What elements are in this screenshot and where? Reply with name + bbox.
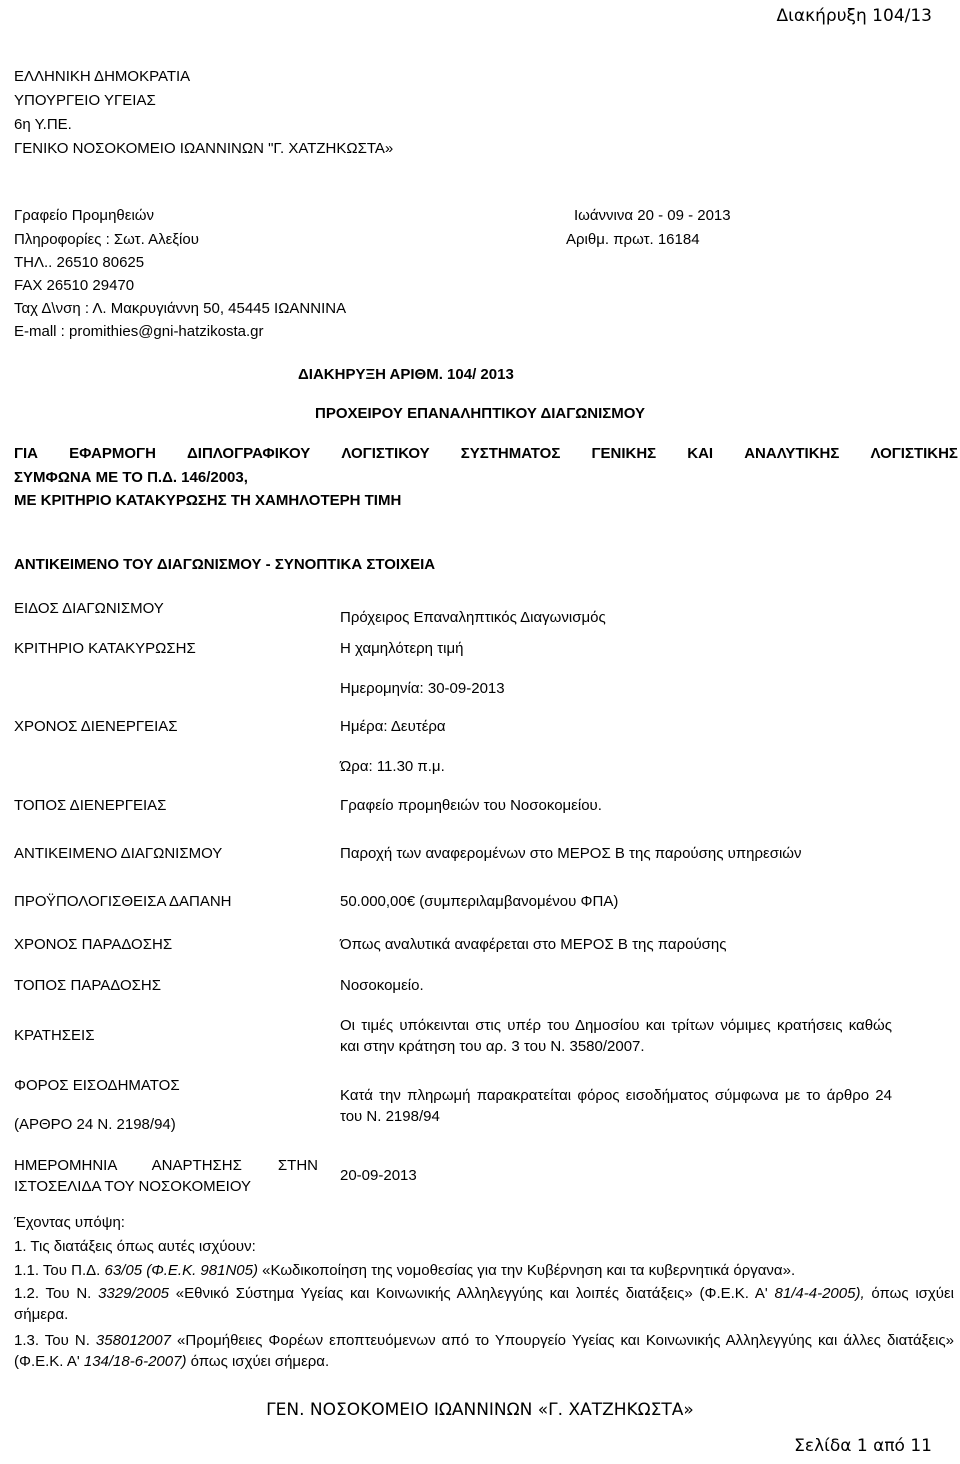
notes-item-1-2: 1.2. Του Ν. 3329/2005 «Εθνικό Σύστημα Υγείας και Κοινωνικής Αλληλεγγύης και λοιπές διατάξεις» (Φ.Ε.Κ. Α' 81/4-4-2005), όπως ισχύει σήμερα.	[14, 1285, 955, 1323]
income-tax-article: (ΑΡΘΡΟ 24 Ν. 2198/94)	[14, 1116, 176, 1133]
conduct-date: Ημερομηνία: 30-09-2013	[340, 680, 505, 697]
income-tax-value: Κατά την πληρωμή παρακρατείται φόρος εισοδήματος σύμφωνα με το άρθρο 24 του Ν. 2198/94	[340, 1087, 892, 1125]
tender-type-value: Πρόχειρος Επαναληπτικός Διαγωνισμός	[340, 609, 606, 626]
footer-page-number: Σελίδα 1 από 11	[794, 1436, 932, 1456]
delivery-time-label: ΧΡΟΝΟΣ ΠΑΡΑΔΟΣΗΣ	[14, 936, 173, 953]
posting-date-label: ΗΜΕΡΟΜΗΝΙΑ ΑΝΑΡΤΗΣΗΣ ΣΤΗΝ ΙΣΤΟΣΕΛΙΔΑ ΤΟΥ ΝΟΣΟΚΟΜΕΙΟΥ	[14, 1157, 318, 1195]
conduct-hour: Ώρα: 11.30 π.μ.	[340, 758, 445, 775]
authority-line-4: ΓΕΝΙΚΟ ΝΟΣΟΚΟΜΕΙΟ ΙΩΑΝΝΙΝΩΝ "Γ. ΧΑΤΖΗΚΩΣΤΑ»	[14, 140, 394, 157]
purpose-word: ΚΑΙ	[687, 445, 714, 462]
purpose-word: ΓΕΝΙΚΗΣ	[591, 445, 657, 462]
purpose-word: ΛΟΓΙΣΤΙΚΗΣ	[870, 445, 958, 462]
notes-item-1-1: 1.1. Του Π.Δ. 63/05 (Φ.Ε.Κ. 981Ν05) «Κωδικοποίηση της νομοθεσίας για την Κυβέρνηση και τα κυβερνητικά όργανα».	[14, 1262, 796, 1279]
notice-subtitle: ΠΡΟΧΕΙΡΟΥ ΕΠΑΝΑΛΗΠΤΙΚΟΥ ΔΙΑΓΩΝΙΣΜΟΥ	[314, 405, 646, 422]
authority-line-2: ΥΠΟΥΡΓΕΙΟ ΥΓΕΙΑΣ	[14, 92, 156, 109]
notice-title: ΔΙΑΚΗΡΥΞΗ ΑΡΙΘΜ. 104/ 2013	[298, 366, 514, 383]
footer-hospital: ΓΕΝ. ΝΟΣΟΚΟΜΕΙΟ ΙΩΑΝΝΙΝΩΝ «Γ. ΧΑΤΖΗΚΩΣΤΑ»	[266, 1400, 694, 1420]
email: E-mall : promithies@gni-hatzikosta.gr	[14, 323, 264, 340]
purpose-word: ΣΥΣΤΗΜΑΤΟΣ	[460, 445, 561, 462]
budget-label: ΠΡΟΫΠΟΛΟΓΙΣΘΕΙΣΑ ΔΑΠΑΝΗ	[14, 893, 232, 910]
budget-value: 50.000,00€ (συμπεριλαμβανομένου ΦΠΑ)	[340, 893, 619, 910]
purpose-word: ΓΙΑ	[14, 445, 39, 462]
office-name: Γραφείο Προμηθειών	[14, 207, 154, 224]
notes-item-1: 1. Τις διατάξεις όπως αυτές ισχύουν:	[14, 1238, 256, 1255]
deductions-label: ΚΡΑΤΗΣΕΙΣ	[14, 1027, 95, 1044]
conduct-place-label: ΤΟΠΟΣ ΔΙΕΝΕΡΓΕΙΑΣ	[14, 797, 167, 814]
purpose-word: ΑΝΑΛΥΤΙΚΗΣ	[744, 445, 840, 462]
notes-heading: Έχοντας υπόψη:	[14, 1214, 125, 1231]
delivery-time-value: Όπως αναλυτικά αναφέρεται στο ΜΕΡΟΣ Β της παρούσης	[340, 936, 727, 953]
authority-line-1: ΕΛΛΗΝΙΚΗ ΔΗΜΟΚΡΑΤΙΑ	[14, 68, 191, 85]
purpose-word: ΛΟΓΙΣΤΙΚΟΥ	[341, 445, 430, 462]
tender-object-value: Παροχή των αναφερομένων στο ΜΕΡΟΣ Β της παρούσης υπηρεσιών	[340, 845, 802, 862]
purpose-word: ΔΙΠΛΟΓΡΑΦΙΚΟΥ	[187, 445, 311, 462]
purpose-word: ΕΦΑΡΜΟΓΗ	[69, 445, 156, 462]
posting-date-value: 20-09-2013	[340, 1167, 417, 1184]
notice-purpose-line-1	[14, 445, 958, 462]
authority-line-3: 6η Υ.ΠΕ.	[14, 116, 72, 133]
place-date: Ιωάννινα 20 - 09 - 2013	[574, 207, 731, 224]
notice-purpose-line-2: ΣΥΜΦΩΝΑ ΜΕ ΤΟ Π.Δ. 146/2003,	[14, 469, 248, 486]
notes-item-1-3: 1.3. Του Ν. 358012007 «Προμήθειες Φορέων εποπτευόμενων από το Υπουργείο Υγείας και Κοινωνικής Αλληλεγγύης και άλλες διατάξεις» (Φ.Ε.Κ. Α' 134/18-6-2007) όπως ισχύει σήμερα.	[14, 1332, 954, 1370]
notice-purpose-line-3: ΜΕ ΚΡΙΤΗΡΙΟ ΚΑΤΑΚΥΡΩΣΗΣ ΤΗ ΧΑΜΗΛΟΤΕΡΗ ΤΙΜΗ	[14, 492, 402, 509]
award-criterion-label: ΚΡΙΤΗΡΙΟ ΚΑΤΑΚΥΡΩΣΗΣ	[14, 640, 196, 657]
deductions-value: Οι τιμές υπόκεινται στις υπέρ του Δημοσίου και τρίτων νόμιμες κρατήσεις καθώς και στην κράτηση του αρ. 3 του Ν. 3580/2007.	[340, 1017, 892, 1055]
info-contact: Πληροφορίες : Σωτ. Αλεξίου	[14, 231, 199, 248]
protocol-number: Αριθμ. πρωτ. 16184	[566, 231, 700, 248]
fax: FAX 26510 29470	[14, 277, 135, 294]
tender-type-label: ΕΙΔΟΣ ΔΙΑΓΩΝΙΣΜΟΥ	[14, 600, 164, 617]
phone: ΤΗΛ.. 26510 80625	[14, 254, 145, 271]
conduct-place-value: Γραφείο προμηθειών του Νοσοκομείου.	[340, 797, 602, 814]
summary-heading: ΑΝΤΙΚΕΙΜΕΝΟ ΤΟΥ ΔΙΑΓΩΝΙΣΜΟΥ - ΣΥΝΟΠΤΙΚΑ ΣΤΟΙΧΕΙΑ	[14, 556, 436, 573]
delivery-place-value: Νοσοκομείο.	[340, 977, 424, 994]
income-tax-label: ΦΟΡΟΣ ΕΙΣΟΔΗΜΑΤΟΣ	[14, 1077, 180, 1094]
page-header: Διακήρυξη 104/13	[776, 6, 932, 26]
conduct-time-label: ΧΡΟΝΟΣ ΔΙΕΝΕΡΓΕΙΑΣ	[14, 718, 178, 735]
conduct-day: Ημέρα: Δευτέρα	[340, 718, 446, 735]
tender-object-label: ΑΝΤΙΚΕΙΜΕΝΟ ΔΙΑΓΩΝΙΣΜΟΥ	[14, 845, 223, 862]
postal-address: Ταχ Δ\νση : Λ. Μακρυγιάννη 50, 45445 ΙΩΑΝΝΙΝΑ	[14, 300, 347, 317]
delivery-place-label: ΤΟΠΟΣ ΠΑΡΑΔΟΣΗΣ	[14, 977, 161, 994]
award-criterion-value: Η χαμηλότερη τιμή	[340, 640, 464, 657]
